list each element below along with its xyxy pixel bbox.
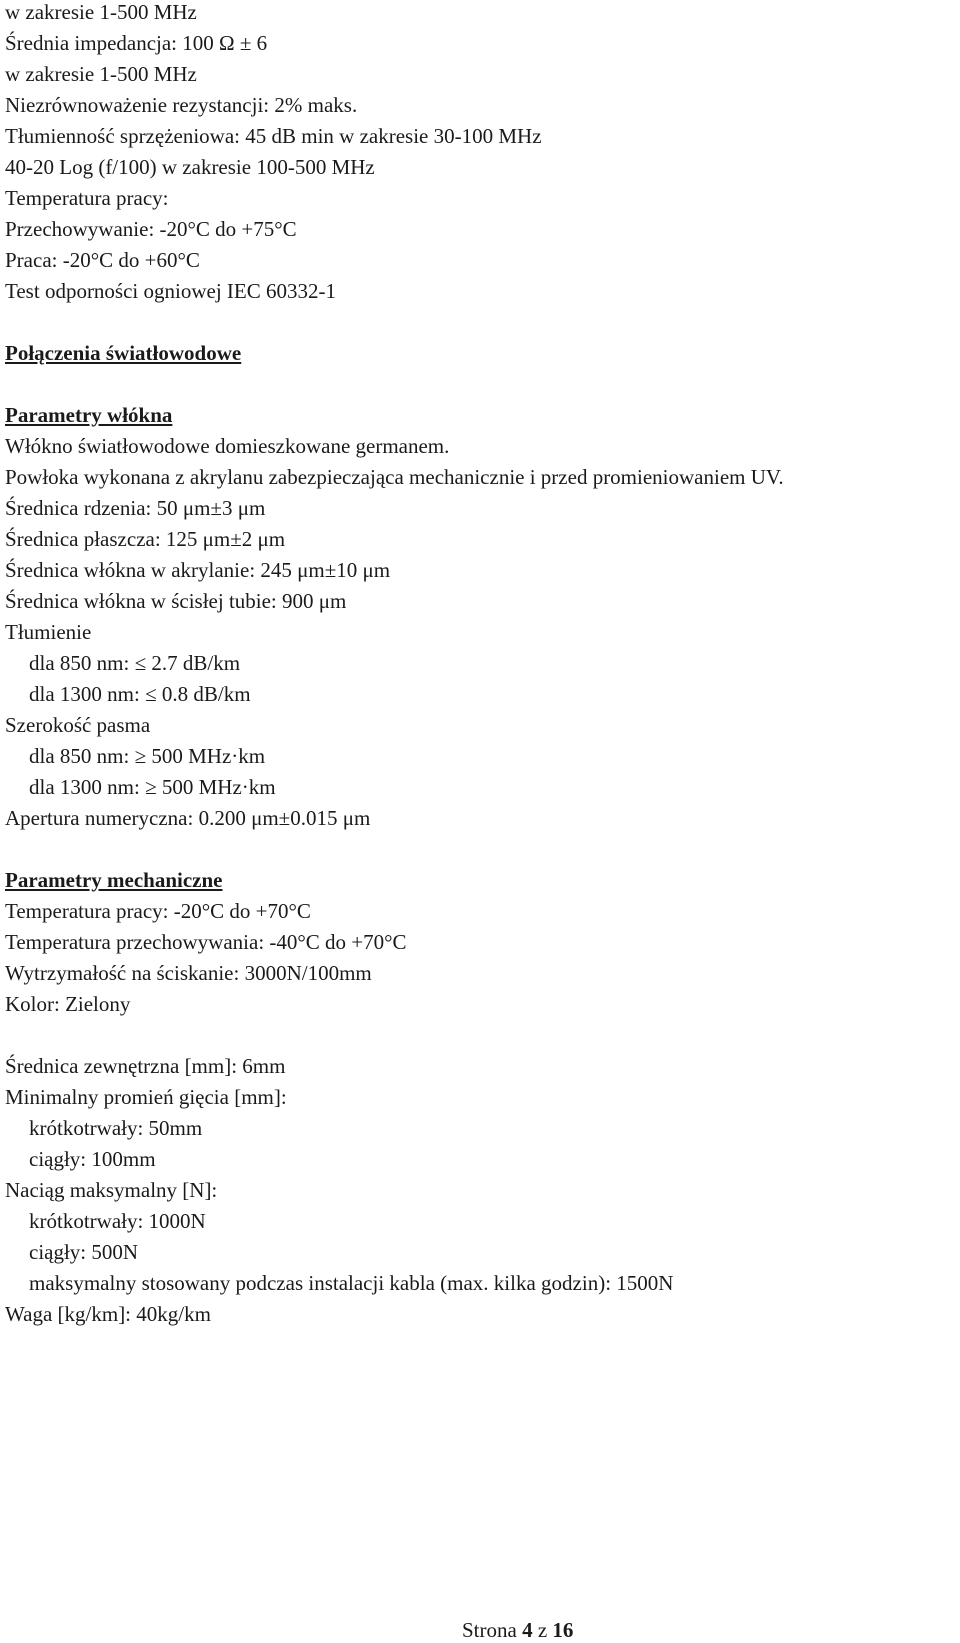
spec-subline: dla 1300 nm: ≥ 500 MHz·km xyxy=(29,775,276,799)
spec-subline: krótkotrwały: 1000N xyxy=(29,1209,206,1233)
spec-line: Kolor: Zielony xyxy=(5,992,131,1016)
spacer xyxy=(5,307,955,338)
page-footer xyxy=(462,1617,573,1643)
subsection-heading-fiber-params: Parametry włókna xyxy=(5,403,173,427)
spec-line: w zakresie 1-500 MHz xyxy=(5,0,197,24)
section-heading-fiber: Połączenia światłowodowe xyxy=(5,341,242,365)
spacer xyxy=(5,1020,955,1051)
spec-line: Średnia impedancja: 100 Ω ± 6 xyxy=(5,31,268,55)
spec-line: Praca: -20°C do +60°C xyxy=(5,248,200,272)
spec-line: Niezrównoważenie rezystancji: 2% maks. xyxy=(5,93,358,117)
spec-line: Włókno światłowodowe domieszkowane germanem. xyxy=(5,434,450,458)
spec-line: Średnica rdzenia: 50 μm±3 μm xyxy=(5,496,266,520)
spec-line: Tłumienność sprzężeniowa: 45 dB min w zakresie 30-100 MHz xyxy=(5,124,542,148)
spec-line: Temperatura pracy: xyxy=(5,186,169,210)
footer-prefix: Strona xyxy=(462,1618,517,1642)
spacer xyxy=(5,369,955,400)
spec-line: Przechowywanie: -20°C do +75°C xyxy=(5,217,297,241)
spec-line: Test odporności ogniowej IEC 60332-1 xyxy=(5,279,336,303)
spec-subline: ciągły: 100mm xyxy=(29,1147,156,1171)
spec-line: Minimalny promień gięcia [mm]: xyxy=(5,1085,287,1109)
footer-total-pages: 16 xyxy=(552,1618,574,1642)
spec-subline: krótkotrwały: 50mm xyxy=(29,1116,203,1140)
spec-line: Powłoka wykonana z akrylanu zabezpieczająca mechanicznie i przed promieniowaniem UV. xyxy=(5,465,784,489)
spec-line: Apertura numeryczna: 0.200 μm±0.015 μm xyxy=(5,806,371,830)
footer-separator: z xyxy=(537,1618,548,1642)
document-page xyxy=(5,0,955,1330)
spec-line: Temperatura przechowywania: -40°C do +70°C xyxy=(5,930,407,954)
spacer xyxy=(5,834,955,865)
spec-line: Naciąg maksymalny [N]: xyxy=(5,1178,218,1202)
spec-line: Tłumienie xyxy=(5,620,92,644)
spec-line: Średnica włókna w ścisłej tubie: 900 μm xyxy=(5,589,347,613)
spec-line: Wytrzymałość na ściskanie: 3000N/100mm xyxy=(5,961,372,985)
section-heading-mechanical: Parametry mechaniczne xyxy=(5,868,223,892)
footer-page-number: 4 xyxy=(522,1618,533,1642)
spec-line: Średnica włókna w akrylanie: 245 μm±10 μm xyxy=(5,558,391,582)
spec-line: 40-20 Log (f/100) w zakresie 100-500 MHz xyxy=(5,155,375,179)
spec-line: Waga [kg/km]: 40kg/km xyxy=(5,1302,211,1326)
spec-subline: maksymalny stosowany podczas instalacji kabla (max. kilka godzin): 1500N xyxy=(29,1271,674,1295)
spec-line: Średnica płaszcza: 125 μm±2 μm xyxy=(5,527,286,551)
spec-line: Temperatura pracy: -20°C do +70°C xyxy=(5,899,311,923)
spec-subline: ciągły: 500N xyxy=(29,1240,139,1264)
spec-subline: dla 1300 nm: ≤ 0.8 dB/km xyxy=(29,682,251,706)
spec-line: w zakresie 1-500 MHz xyxy=(5,62,197,86)
spec-subline: dla 850 nm: ≥ 500 MHz·km xyxy=(29,744,266,768)
spec-subline: dla 850 nm: ≤ 2.7 dB/km xyxy=(29,651,241,675)
spec-line: Średnica zewnętrzna [mm]: 6mm xyxy=(5,1054,286,1078)
spec-line: Szerokość pasma xyxy=(5,713,151,737)
